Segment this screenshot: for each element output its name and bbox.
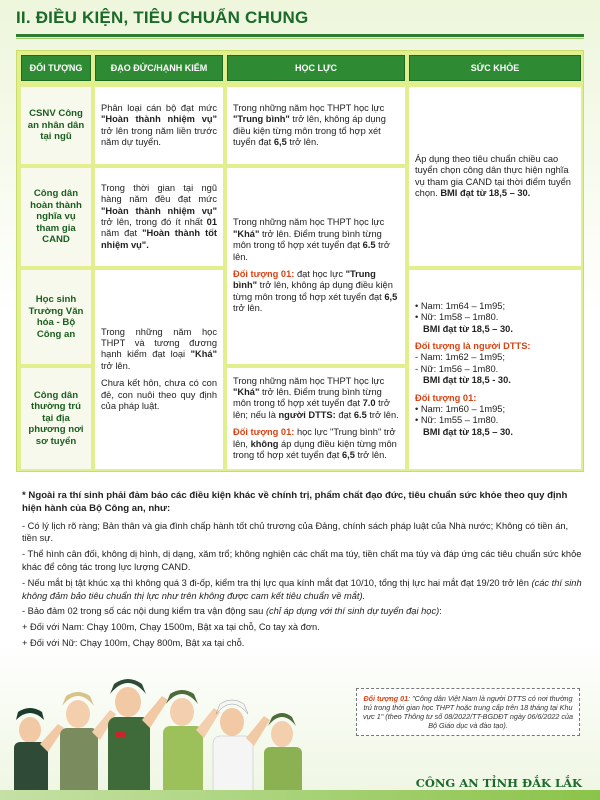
academic-text: trở lên. Điểm trung bình từng môn trong tổ hợp xét tuyển đạt — [233, 386, 382, 409]
object-resident: Công dân thường trú tại địa phương nơi sơ tuyển — [21, 368, 91, 469]
conduct-csnv — [95, 87, 223, 164]
header-object: ĐỐI TƯỢNG — [21, 55, 91, 81]
officer-1-figure — [14, 708, 64, 800]
academic-text: học lực "Trung bình" trở lên, — [233, 427, 396, 449]
health-csnv-nvcand — [409, 87, 581, 266]
academic-resident — [227, 368, 405, 469]
academic-obj01-label: Đối tượng 01: — [233, 427, 295, 438]
academic-text: trở lên. — [354, 450, 387, 461]
object-csnv: CSNV Công an nhân dân tại ngũ — [21, 87, 91, 164]
officer-2-figure — [60, 692, 116, 800]
academic-text: đạt học lực — [294, 269, 346, 279]
conduct-nvcand — [95, 168, 223, 266]
section-title: II. ĐIỀU KIỆN, TIÊU CHUẨN CHUNG — [16, 8, 309, 27]
health-text: Áp dụng theo tiêu chuẩn chiều cao tuyển chọn công dân thực hiện nghĩa vụ tham gia CAND tại thời điểm tuyển chọn. — [415, 153, 571, 198]
conduct-text: Trong những năm học THPT và tương đương hạnh kiểm đạt loại — [101, 326, 217, 360]
academic-highlight: 6,5 — [384, 291, 398, 302]
academic-highlight: "Trung bình" — [233, 269, 376, 291]
object-student: Học sinh Trường Văn hóa - Bộ Công an — [21, 270, 91, 364]
health-obj01-bmi: BMI đạt từ 18,5 – 30. — [423, 426, 513, 437]
academic-highlight: 6.5 — [362, 240, 376, 251]
note-text: - Bảo đảm 02 trong số các nội dung kiểm tra vận động sau — [22, 606, 266, 617]
officer-5-figure — [213, 700, 270, 800]
health-dtts-female: - Nữ: 1m56 – 1m80. — [415, 363, 499, 374]
conduct-text: trở lên, trong đó ít nhất — [101, 217, 207, 227]
object-nvcand: Công dân hoàn thành nghĩa vụ tham gia CAND — [21, 168, 91, 266]
conduct-highlight: "Khá" — [190, 349, 217, 360]
note-item — [22, 577, 582, 603]
academic-text: Trong những năm học THPT học lực — [233, 217, 385, 228]
conduct-highlight: "Hoàn thành tốt nhiệm vụ". — [101, 228, 217, 250]
academic-highlight: người DTTS: — [278, 409, 336, 420]
academic-text: trở lên; nếu là — [233, 398, 390, 420]
academic-highlight: 6,5 — [273, 136, 287, 147]
note-item — [22, 605, 582, 618]
academic-text: đạt — [335, 409, 354, 420]
academic-csnv — [227, 87, 405, 164]
academic-text: trở lên. — [286, 136, 319, 147]
academic-text: trở lên. Điểm trung bình từng môn trong tổ hợp xét tuyển đạt — [233, 228, 382, 251]
conduct-text: trở lên trong năm liền trước năm dự tuyển. — [101, 125, 217, 147]
officer-3-figure — [108, 679, 168, 800]
academic-highlight: 7.0 — [362, 398, 376, 409]
footer-organization: CÔNG AN TỈNH ĐẮK LẮK — [415, 776, 582, 790]
health-female: • Nữ: 1m58 – 1m80. — [415, 312, 499, 323]
conduct-student-resident — [95, 270, 223, 469]
academic-text: Trong những năm học THPT học lực — [233, 375, 385, 386]
health-obj01-label: Đối tượng 01: — [415, 392, 477, 403]
academic-text: trở lên, không áp dụng điều kiện từng môn trong tổ hợp xét tuyển đạt — [233, 280, 393, 302]
academic-text: trở lên, không áp dụng điều kiện từng môn trong tổ hợp xét tuyển đạt — [233, 114, 386, 147]
health-dtts-male: - Nam: 1m62 – 1m95; — [415, 352, 505, 363]
title-divider — [16, 34, 584, 37]
conduct-highlight: 01 — [206, 217, 217, 227]
officer-4-figure — [163, 690, 220, 800]
conditions-table — [16, 50, 584, 472]
officer-6-figure — [264, 713, 302, 800]
header-conduct: ĐẠO ĐỨC/HẠNH KIỂM — [95, 55, 223, 81]
health-bmi: BMI đạt từ 18,5 – 30. — [440, 187, 531, 198]
notes-lead: * Ngoài ra thí sinh phải đảm bảo các điều kiện khác về chính trị, phẩm chất đạo đức, tiêu chuẩn sức khỏe theo quy định hiện hành của Bộ Công an, như: — [22, 490, 568, 514]
note-item: + Đối với Nam: Chạy 100m, Chạy 1500m, Bật xa tại chỗ, Co tay xà đơn. — [22, 622, 320, 633]
note-text: - Nếu mắt bị tật khúc xạ thì không quá 3 đi-ốp, kiểm tra thị lực qua kính mắt đạt 10/10, tổng thị lực hai mắt đạt 19/20 trở lên — [22, 577, 532, 588]
health-obj01-female: • Nữ: 1m55 – 1m80. — [415, 415, 499, 426]
note-italic: (các thí sinh không đảm bảo tiêu chuẩn thị lực như trên không được cam kết tiêu chuẩn về mắt). — [22, 577, 582, 601]
academic-highlight: 6.5 — [353, 409, 367, 420]
conduct-text: năm đạt — [101, 228, 143, 239]
conduct-text: Trong thời gian tại ngũ hàng năm đều đạt mức — [101, 182, 217, 205]
academic-highlight: 6,5 — [341, 450, 355, 461]
academic-text: trở lên. — [233, 240, 390, 262]
note-italic: (chỉ áp dụng với thí sinh dự tuyển đại học) — [265, 606, 440, 617]
health-dtts-label: Đối tượng là người DTTS: — [415, 340, 531, 351]
academic-obj01-label: Đối tượng 01: — [233, 269, 295, 279]
note-item: - Thể hình cân đối, không dị hình, dị dạng, xăm trổ; không nghiện các chất ma túy, tiền chất ma túy và đáp ứng các tiêu chuẩn sức khỏe khác để công tác trong lực lượng CAND. — [22, 549, 582, 572]
health-student-resident — [409, 270, 581, 469]
academic-text: áp dụng điều kiện từng môn trong tổ hợp xét tuyển đạt — [233, 438, 397, 461]
header-health: SỨC KHỎE — [409, 55, 581, 81]
conduct-highlight: "Hoàn thành nhiệm vụ" — [101, 205, 217, 216]
academic-text: trở lên. — [366, 409, 399, 420]
conduct-text: Phân loại cán bộ đạt mức — [101, 102, 217, 113]
footnote-label: Đối tượng 01 — [363, 694, 409, 703]
academic-highlight: "Khá" — [233, 228, 260, 239]
note-item: + Đối với Nữ: Chạy 100m, Chạy 800m, Bật xa tại chỗ. — [22, 637, 245, 648]
academic-text: trở lên. — [233, 303, 263, 314]
additional-requirements — [22, 490, 582, 653]
note-item: - Có lý lịch rõ ràng; Bản thân và gia đình chấp hành tốt chủ trương của Đảng, chính sách pháp luật của Nhà nước; Không có tiền án, tiền sự. — [22, 520, 569, 544]
footnote-text: : "Công dân Việt Nam là người DTTS có nơi thường trú trong thời gian học THPT hoặc trung cấp trên 18 tháng tại Khu vực 1" (theo Thông tư số 08/2022/TT-BGDĐT ngày 06/6/2022 của Bộ Giáo dục và đào tạo). — [363, 694, 573, 730]
header-academic: HỌC LỰC — [227, 55, 405, 81]
health-obj01-male: • Nam: 1m60 – 1m95; — [415, 404, 506, 415]
conduct-highlight: "Hoàn thành nhiệm vụ" — [101, 114, 217, 125]
health-male: • Nam: 1m64 – 1m95; — [415, 300, 506, 311]
academic-highlight: không — [250, 438, 279, 449]
academic-highlight: "Trung bình" — [233, 114, 290, 125]
officers-illustration — [0, 672, 360, 800]
health-dtts-bmi: BMI đạt từ 18,5 - 30. — [423, 375, 511, 386]
academic-nvcand-student — [227, 168, 405, 364]
footer-bar — [0, 790, 600, 800]
academic-text: Trong những năm học THPT học lực — [233, 102, 385, 113]
academic-highlight: "Khá" — [233, 386, 260, 397]
conduct-text: trở lên. — [101, 360, 131, 371]
footnote-box — [356, 688, 580, 736]
conduct-marital: Chưa kết hôn, chưa có con đẻ, con nuôi theo quy định của pháp luật. — [101, 378, 217, 412]
note-text: : — [439, 606, 442, 617]
health-bmi: BMI đạt từ 18,5 – 30. — [423, 323, 513, 334]
